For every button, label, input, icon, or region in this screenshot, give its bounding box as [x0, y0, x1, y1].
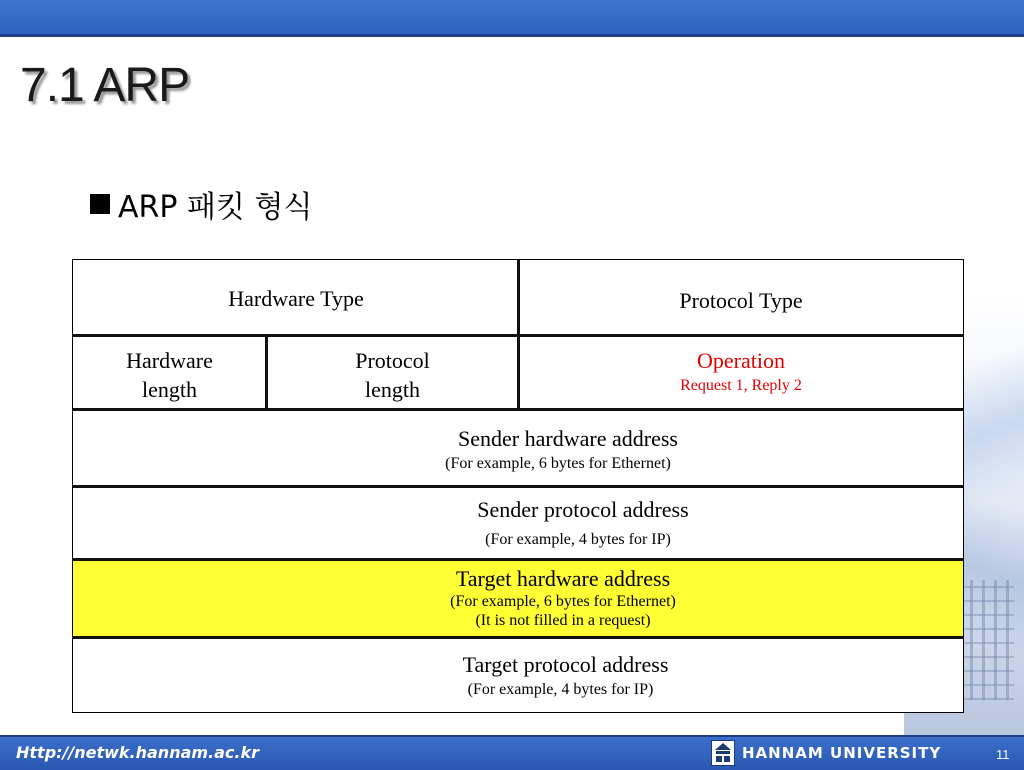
sender-protocol-address-cell: [73, 495, 963, 550]
arp-packet-format-table: [72, 259, 964, 713]
footer-url-link[interactable]: Http://netwk.hannam.ac.kr: [16, 743, 260, 762]
target-hardware-address-note: (For example, 6 bytes for Ethernet): [450, 593, 676, 610]
sender-protocol-address-label: Sender protocol address: [477, 497, 689, 522]
target-hardware-address-label: Target hardware address: [455, 566, 671, 591]
protocol-length-line2: length: [365, 377, 420, 402]
university-name: HANNAM UNIVERSITY: [742, 744, 942, 762]
protocol-length-line1: Protocol: [355, 348, 430, 373]
footer-bar: [0, 735, 1024, 770]
slide-title: 7.1 ARP: [20, 59, 190, 112]
row-divider: [73, 636, 963, 639]
operation-cell: [519, 346, 963, 396]
sender-hardware-address-note: (For example, 6 bytes for Ethernet): [445, 455, 671, 472]
sender-protocol-address-note: (For example, 4 bytes for IP): [485, 531, 671, 548]
protocol-length-cell: [266, 346, 519, 404]
top-banner: [0, 0, 1024, 37]
operation-detail: Request 1, Reply 2: [680, 377, 802, 394]
row-divider: [73, 485, 963, 488]
operation-label: Operation: [697, 348, 785, 373]
sender-hardware-address-cell: [73, 424, 963, 474]
target-hardware-address-cell: [73, 561, 963, 638]
target-hardware-address-request-note: (It is not filled in a request): [475, 612, 651, 629]
university-logo-icon: [711, 740, 735, 766]
target-protocol-address-note: (For example, 4 bytes for IP): [467, 681, 654, 698]
bullet-text: ARP 패킷 형식: [118, 190, 313, 225]
university-emblem-icon: [712, 741, 734, 765]
column-divider: [517, 260, 520, 411]
bullet-item: [90, 182, 312, 226]
sender-hardware-address-label: Sender hardware address: [458, 426, 678, 451]
hardware-length-line2: length: [142, 377, 197, 402]
square-bullet-icon: [90, 194, 110, 214]
target-protocol-address-label: Target protocol address: [462, 652, 669, 677]
protocol-type-cell: Protocol Type: [679, 288, 803, 313]
row-divider: [73, 558, 963, 561]
column-divider: [265, 334, 268, 411]
target-protocol-address-cell: [73, 650, 963, 700]
hardware-length-cell: [73, 346, 266, 404]
page-number: 11: [996, 747, 1010, 762]
hardware-type-cell: Hardware Type: [228, 286, 364, 311]
hardware-length-line1: Hardware: [126, 348, 213, 373]
